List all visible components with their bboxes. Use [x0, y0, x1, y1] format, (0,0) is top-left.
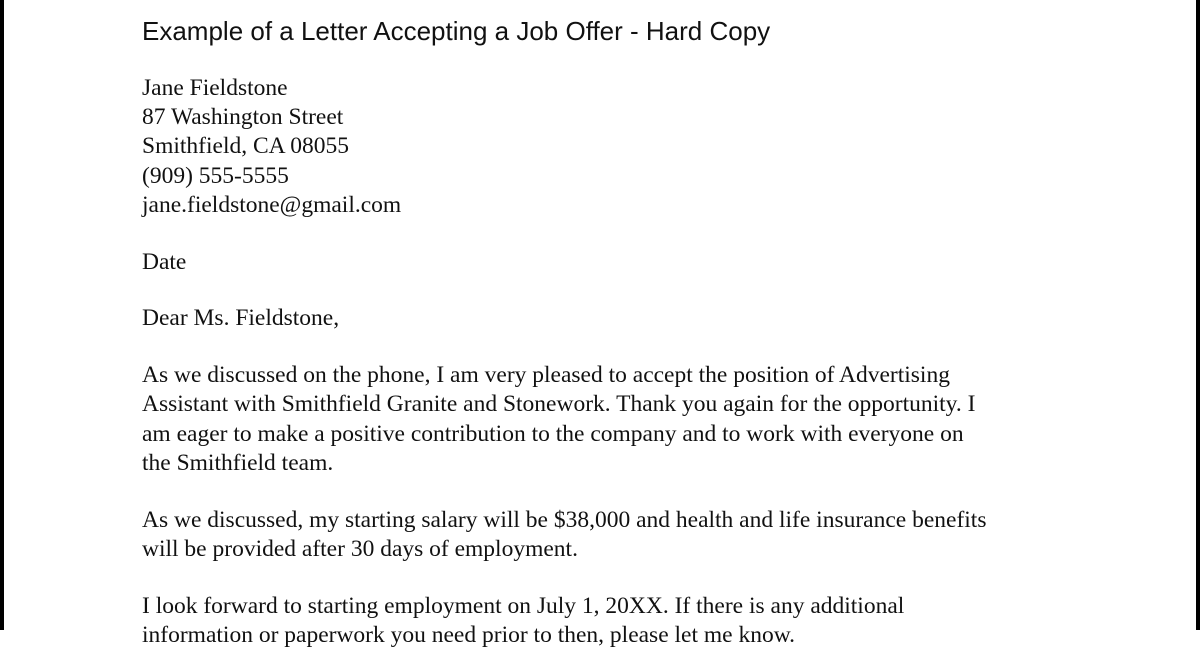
paragraph-line: the Smithfield team.	[142, 449, 334, 476]
sender-name: Jane Fieldstone	[142, 75, 288, 101]
paragraph-line: As we discussed on the phone, I am very pleased to accept the position of Advertising	[142, 362, 950, 389]
salutation: Dear Ms. Fieldstone,	[142, 305, 340, 332]
document-title: Example of a Letter Accepting a Job Offer - Hard Copy	[142, 16, 771, 46]
body-paragraph-1	[142, 361, 1102, 478]
left-border	[0, 0, 4, 630]
letter-date: Date	[142, 248, 187, 275]
paragraph-line: Assistant with Smithfield Granite and Stonework. Thank you again for the opportunity. I	[142, 391, 976, 418]
sender-street: 87 Washington Street	[142, 104, 344, 131]
paragraph-line: will be provided after 30 days of employment.	[142, 535, 578, 562]
body-paragraph-2	[142, 506, 1102, 564]
sender-address-block	[142, 74, 1102, 220]
paragraph-line: am eager to make a positive contribution to the company and to work with everyone on	[142, 420, 964, 447]
paragraph-line: I look forward to starting employment on July 1, 20XX. If there is any additional	[142, 592, 905, 619]
paragraph-line: As we discussed, my starting salary will be $38,000 and health and life insurance benefits	[142, 506, 987, 533]
sender-city: Smithfield, CA 08055	[142, 133, 349, 160]
body-paragraph-3	[142, 592, 1102, 650]
letter-body	[142, 74, 1102, 650]
right-border	[1196, 0, 1200, 630]
sender-email: jane.fieldstone@gmail.com	[142, 191, 402, 218]
paragraph-line: information or paperwork you need prior to then, please let me know.	[142, 621, 796, 648]
sender-phone: (909) 555-5555	[142, 162, 289, 189]
